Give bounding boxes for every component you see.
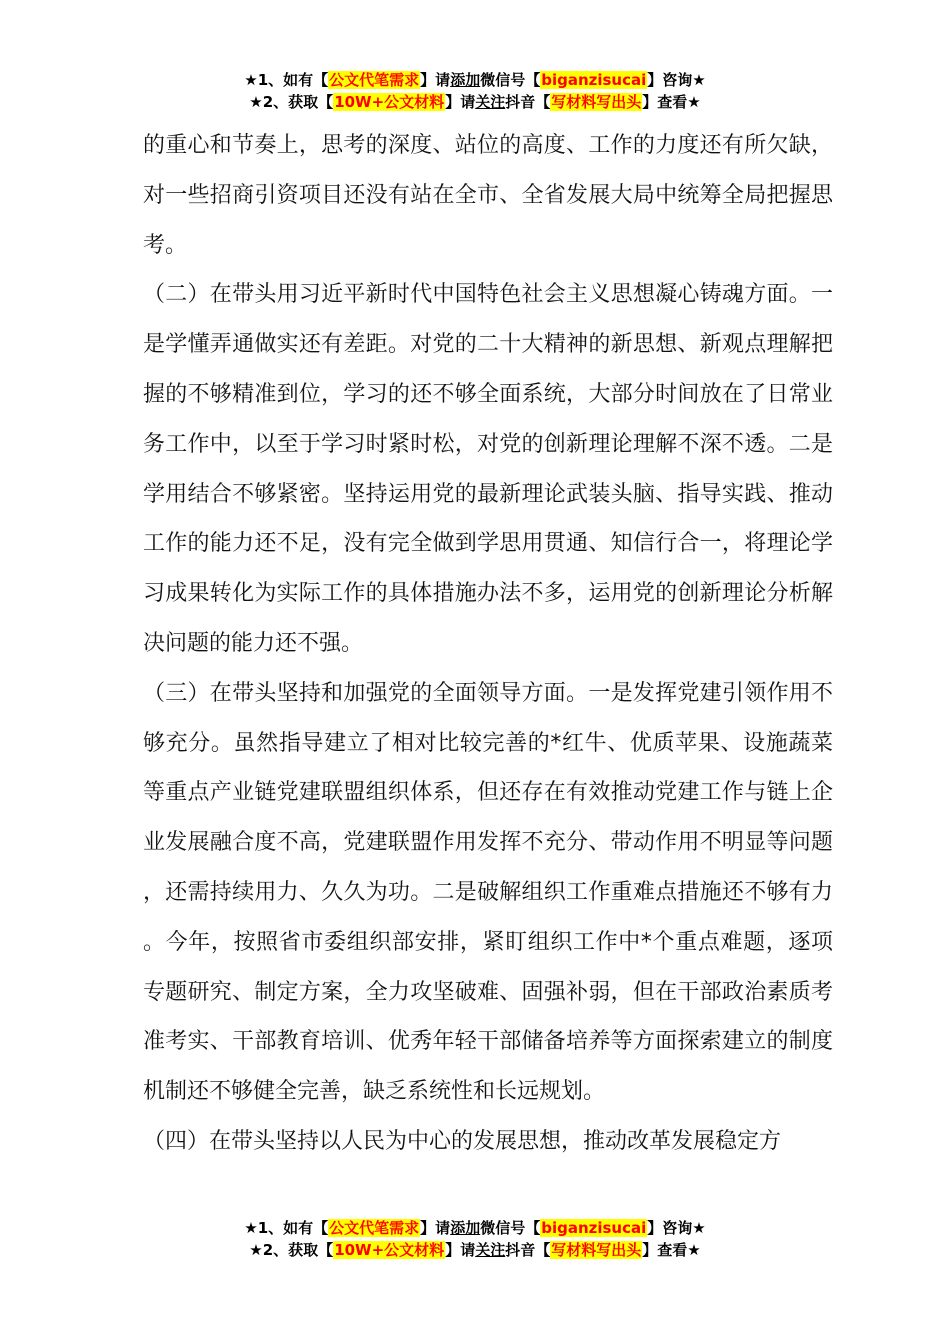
highlight-wechat-id: biganzisucai xyxy=(541,1219,647,1237)
banner-line-2 xyxy=(0,91,950,113)
banner-text: ★2、获取【 xyxy=(249,1241,334,1259)
banner-text: 】查看★ xyxy=(642,1241,701,1259)
banner-text: 】请 xyxy=(445,93,476,111)
highlight-service: 公文代笔需求 xyxy=(329,71,420,89)
banner-text: 抖音【 xyxy=(505,93,551,111)
banner-text: 微信号【 xyxy=(480,71,541,89)
underlined-text: 添加 xyxy=(450,1219,481,1237)
footer-banner xyxy=(0,1217,950,1261)
banner-line-1 xyxy=(0,1217,950,1239)
paragraph-section-2: （二）在带头用习近平新时代中国特色社会主义思想凝心铸魂方面。一是学懂弄通做实还有差距。对党的二十大精神的新思想、新观点理解把握的不够精准到位，学习的还不够全面系统，大部分时间放在了日常业务工作中，以至于学习时紧时松，对党的创新理论理解不深不透。二是学用结合不够紧密。坚持运用党的最新理论武装头脑、指导实践、推动工作的能力还不足，没有完全做到学思用贯通、知信行合一，将理论学习成果转化为实际工作的具体措施办法不多，运用党的创新理论分析解决问题的能力还不强。 xyxy=(143,282,833,656)
highlight-douyin-account: 写材料写出头 xyxy=(551,1241,642,1259)
banner-text: ★1、如有【 xyxy=(244,1219,329,1237)
banner-text: 抖音【 xyxy=(505,1241,551,1259)
banner-line-1 xyxy=(0,69,950,91)
banner-text: 】查看★ xyxy=(642,93,701,111)
banner-text: ★2、获取【 xyxy=(249,93,334,111)
highlight-service: 公文代笔需求 xyxy=(329,1219,420,1237)
banner-text: 微信号【 xyxy=(480,1219,541,1237)
banner-text: 】请 xyxy=(445,1241,476,1259)
header-banner xyxy=(0,69,950,113)
underlined-text: 添加 xyxy=(450,71,481,89)
banner-text: 】请 xyxy=(420,71,451,89)
banner-line-2 xyxy=(0,1239,950,1261)
highlight-materials: 10W+公文材料 xyxy=(334,93,445,111)
banner-text: 】请 xyxy=(420,1219,451,1237)
highlight-materials: 10W+公文材料 xyxy=(334,1241,445,1259)
highlight-douyin-account: 写材料写出头 xyxy=(551,93,642,111)
banner-text: ★1、如有【 xyxy=(244,71,329,89)
highlight-wechat-id: biganzisucai xyxy=(541,71,647,89)
underlined-text: 关注 xyxy=(475,93,506,111)
banner-text: 】咨询★ xyxy=(647,1219,706,1237)
paragraph-continuation: 的重心和节奏上，思考的深度、站位的高度、工作的力度还有所欠缺，对一些招商引资项目还没有站在全市、全省发展大局中统筹全局把握思考。 xyxy=(143,133,833,258)
banner-text: 】咨询★ xyxy=(647,71,706,89)
document-body xyxy=(143,121,833,1167)
paragraph-section-4: （四）在带头坚持以人民为中心的发展思想，推动改革发展稳定方 xyxy=(143,1128,782,1154)
paragraph-section-3: （三）在带头坚持和加强党的全面领导方面。一是发挥党建引领作用不够充分。虽然指导建立了相对比较完善的*红牛、优质苹果、设施蔬菜等重点产业链党建联盟组织体系，但还存在有效推动党建工作与链上企业发展融合度不高，党建联盟作用发挥不充分、带动作用不明显等问题，还需持续用力、久久为功。二是破解组织工作重难点措施还不够有力。今年，按照省市委组织部安排，紧盯组织工作中*个重点难题，逐项专题研究、制定方案，全力攻坚破难、固强补弱，但在干部政治素质考准考实、干部教育培训、优秀年轻干部储备培养等方面探索建立的制度机制还不够健全完善，缺乏系统性和长远规划。 xyxy=(143,680,833,1105)
underlined-text: 关注 xyxy=(475,1241,506,1259)
